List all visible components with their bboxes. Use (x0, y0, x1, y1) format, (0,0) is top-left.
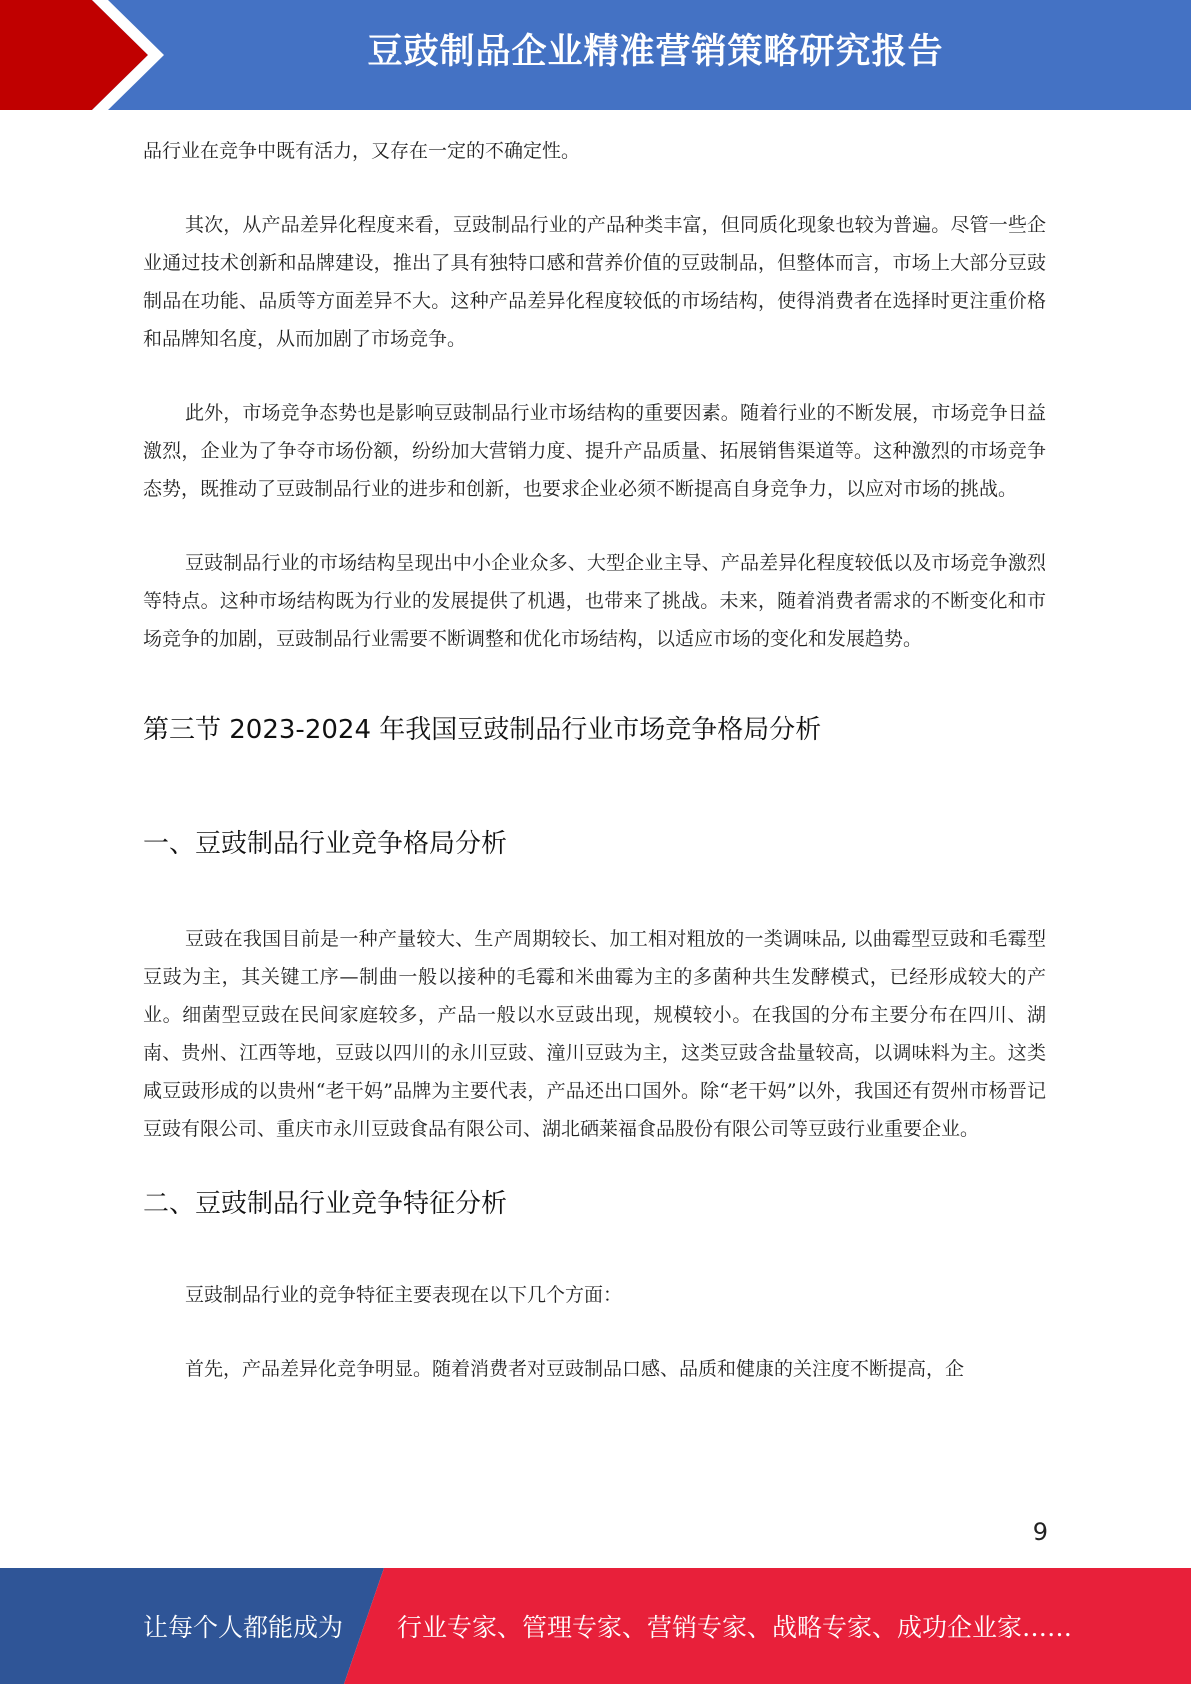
page-header (0, 0, 1191, 110)
document-body (143, 132, 1046, 1424)
paragraph-product-differentiation: 其次，从产品差异化程度来看，豆豉制品行业的产品种类丰富，但同质化现象也较为普遍。尽管一些企业通过技术创新和品牌建设，推出了具有独特口感和营养价值的豆豉制品，但整体而言，市场上大部分豆豉制品在功能、品质等方面差异不大。这种产品差异化程度较低的市场结构，使得消费者在选择时更注重价格和品牌知名度，从而加剧了市场竞争。 (143, 214, 1046, 350)
paragraph-competition-situation: 此外，市场竞争态势也是影响豆豉制品行业市场结构的重要因素。随着行业的不断发展，市场竞争日益激烈，企业为了争夺市场份额，纷纷加大营销力度、提升产品质量、拓展销售渠道等。这种激烈的市场竞争态势，既推动了豆豉制品行业的进步和创新，也要求企业必须不断提高自身竞争力，以应对市场的挑战。 (143, 402, 1046, 500)
subsection-heading-1: 一、豆豉制品行业竞争格局分析 (143, 829, 508, 859)
section-heading: 第三节 2023-2024 年我国豆豉制品行业市场竞争格局分析 (143, 715, 822, 745)
paragraph-market-structure-summary: 豆豉制品行业的市场结构呈现出中小企业众多、大型企业主导、产品差异化程度较低以及市场竞争激烈等特点。这种市场结构既为行业的发展提供了机遇，也带来了挑战。未来，随着消费者需求的不断变化和市场竞争的加剧，豆豉制品行业需要不断调整和优化市场结构，以适应市场的变化和发展趋势。 (143, 552, 1046, 650)
paragraph-competition-pattern: 豆豉在我国目前是一种产量较大、生产周期较长、加工相对粗放的一类调味品, 以曲霉型豆豉和毛霉型豆豉为主，其关键工序—制曲一般以接种的毛霉和米曲霉为主的多菌种共生发酵模式，已经形成较大的产业。细菌型豆豉在民间家庭较多，产品一般以水豆豉出现，规模较小。在我国的分布主要分布在四川、湖南、贵州、江西等地，豆豉以四川的永川豆豉、潼川豆豉为主，这类豆豉含盐量较高，以调味料为主。这类咸豆豉形成的以贵州“老干妈”品牌为主要代表，产品还出口国外。除“老干妈”以外，我国还有贺州市杨晋记豆豉有限公司、重庆市永川豆豉食品有限公司、湖北硒莱福食品股份有限公司等豆豉行业重要企业。 (143, 928, 1046, 1140)
paragraph-competition-features-intro: 豆豉制品行业的竞争特征主要表现在以下几个方面： (185, 1284, 623, 1306)
paragraph-continued: 品行业在竞争中既有活力，又存在一定的不确定性。 (143, 140, 581, 162)
subsection-heading-2: 二、豆豉制品行业竞争特征分析 (143, 1189, 508, 1219)
footer-slogan-left: 让每个人都能成为 (143, 1613, 344, 1642)
footer-slogan-right: 行业专家、管理专家、营销专家、战略专家、成功企业家…… (397, 1613, 1073, 1642)
page-footer (0, 1568, 1191, 1684)
report-title: 豆豉制品企业精准营销策略研究报告 (367, 32, 944, 72)
paragraph-product-differentiation-competition: 首先，产品差异化竞争明显。随着消费者对豆豉制品口感、品质和健康的关注度不断提高，企 (185, 1358, 965, 1380)
page-number: 9 (1032, 1518, 1048, 1546)
